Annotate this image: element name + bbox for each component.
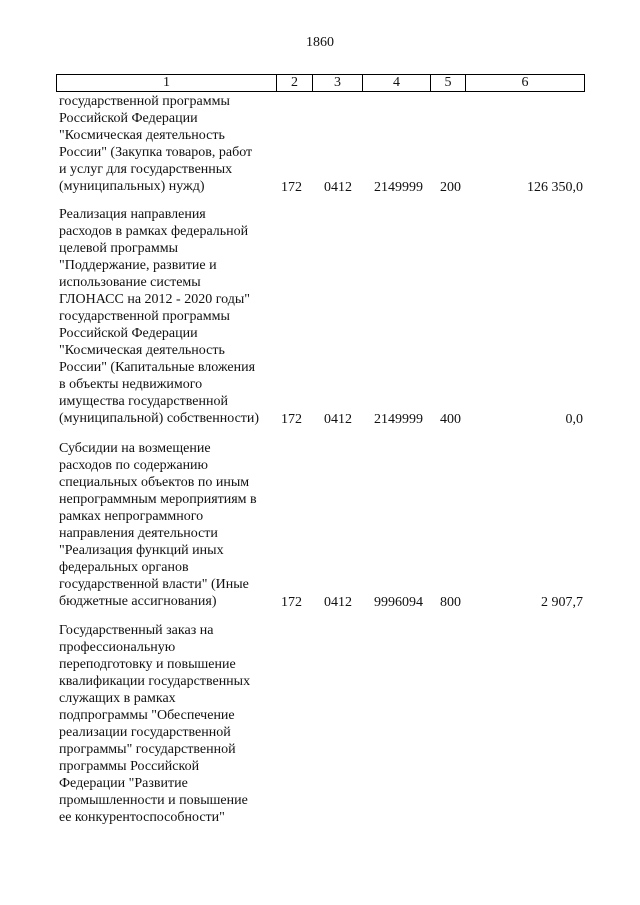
- header-col-5: 5: [430, 75, 465, 91]
- row-code-col2: 172: [281, 180, 302, 195]
- table-row: [56, 622, 583, 832]
- table-row: [56, 206, 583, 430]
- header-col-1: 1: [163, 75, 170, 90]
- row-code-col5: 400: [440, 412, 461, 427]
- row-code-col3: 0412: [324, 180, 352, 195]
- row-amount: 0,0: [565, 412, 583, 427]
- row-description: Государственный заказ на профессиональную переподготовку и повышение квалификации государственных служащих в рамках подпрограммы "Обеспечение реализации государственной программы" государственной программы Российской Федерации "Развитие промышленности и повышение ее конкурентоспособности": [59, 623, 251, 825]
- header-col-3: 3: [312, 75, 362, 91]
- table-header: [56, 74, 585, 92]
- table-row: [56, 93, 583, 197]
- row-code-col4: 9996094: [374, 595, 423, 610]
- row-code-col5: 200: [440, 180, 461, 195]
- row-amount: 2 907,7: [541, 595, 583, 610]
- header-col-6: 6: [465, 75, 584, 91]
- row-description: Субсидии на возмещение расходов по содержанию специальных объектов по иным непрограммным мероприятиям в рамках непрограммного направления деятельности "Реализация функций иных федеральных органов государственной власти" (Иные бюджетные ассигнования): [59, 441, 257, 609]
- page-number: 1860: [306, 35, 334, 50]
- row-code-col3: 0412: [324, 412, 352, 427]
- row-code-col2: 172: [281, 412, 302, 427]
- row-description: государственной программы Российской Федерации "Космическая деятельность России" (Закупка товаров, работ и услуг для государственных (муниципальных) нужд): [59, 94, 253, 194]
- row-description: Реализация направления расходов в рамках федеральной целевой программы "Поддержание, развитие и использование системы ГЛОНАСС на 2012 - 2020 годы" государственной программы Российской Федерации "Космическая деятельность России" (Капитальные вложения в объекты недвижимого имущества государственной (муниципальной) собственности): [59, 207, 260, 426]
- row-amount: 126 350,0: [527, 180, 583, 195]
- row-code-col5: 800: [440, 595, 461, 610]
- row-code-col3: 0412: [324, 595, 352, 610]
- row-code-col4: 2149999: [374, 180, 423, 195]
- header-col-2: 2: [276, 75, 312, 91]
- table-row: [56, 440, 583, 612]
- header-col-4: 4: [362, 75, 430, 91]
- row-code-col2: 172: [281, 595, 302, 610]
- row-code-col4: 2149999: [374, 412, 423, 427]
